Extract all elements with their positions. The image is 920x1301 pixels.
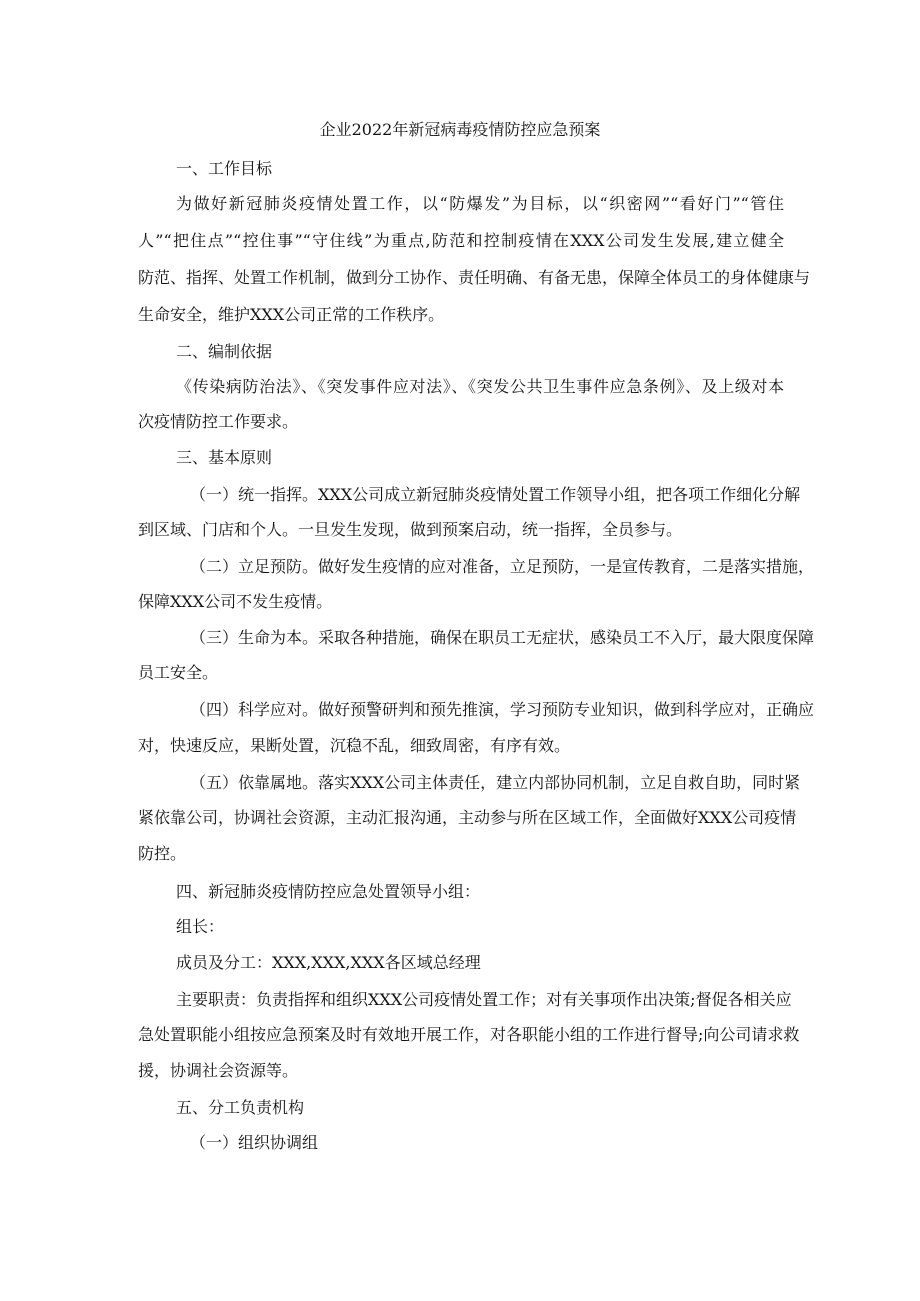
paragraph-line: 对，快速反应，果断处置，沉稳不乱，细致周密，有序有效。 — [138, 736, 571, 755]
paragraph-line: 主要职责：负责指挥和组织XXX公司疫情处置工作；对有关事项作出决策;督促各相关应 — [176, 990, 792, 1009]
paragraph-line: 防范、指挥、处置工作机制，做到分工协作、责任明确、有备无患，保障全体员工的身体健康与 — [138, 268, 811, 287]
paragraph-line: 员工安全。 — [138, 663, 219, 682]
heading-basis: 二、编制依据 — [176, 342, 273, 361]
subheading-coordination-group: （一）组织协调组 — [190, 1133, 319, 1152]
paragraph-line: 人”“把住点”“控住事”“守住线”为重点,防范和控制疫情在XXX公司发生发展,建立健全 — [138, 231, 784, 250]
paragraph-line: 生命安全，维护XXX公司正常的工作秩序。 — [138, 305, 445, 324]
paragraph-line: 保障XXX公司不发生疫情。 — [138, 592, 333, 611]
paragraph-line: 防控。 — [138, 844, 187, 863]
heading-principles: 三、基本原则 — [176, 448, 273, 467]
heading-division-of-labor: 五、分工负责机构 — [176, 1098, 305, 1117]
paragraph-line: （三）生命为本。采取各种措施，确保在职员工无症状，感染员工不入厅，最大限度保障 — [190, 628, 815, 647]
heading-work-goal: 一、工作目标 — [176, 159, 273, 178]
paragraph-line: 援，协调社会资源等。 — [138, 1061, 299, 1080]
paragraph-line: （二）立足预防。做好发生疫情的应对准备，立足预防，一是宣传教育，二是落实措施， — [190, 557, 815, 576]
paragraph-line: 到区域、门店和个人。一旦发生发现，做到预案启动，统一指挥，全员参与。 — [138, 520, 683, 539]
paragraph-line: （四）科学应对。做好预警研判和预先推演，学习预防专业知识，做到科学应对，正确应 — [190, 700, 815, 719]
heading-leadership-group: 四、新冠肺炎疫情防控应急处置领导小组： — [176, 882, 481, 901]
group-leader-line: 组长： — [176, 917, 225, 936]
paragraph-line: 《传染病防治法》、《突发事件应对法》、《突发公共卫生事件应急条例》、及上级对本 — [176, 377, 784, 396]
paragraph-line: 为做好新冠肺炎疫情处置工作，以“防爆发”为目标，以“织密网”“看好门”“管住 — [176, 194, 784, 213]
document-title: 企业2022年新冠病毒疫情防控应急预案 — [319, 120, 601, 139]
members-line: 成员及分工：XXX,XXX,XXX各区域总经理 — [176, 953, 481, 972]
paragraph-line: 次疫情防控工作要求。 — [138, 412, 299, 431]
paragraph-line: （一）统一指挥。XXX公司成立新冠肺炎疫情处置工作领导小组，把各项工作细化分解 — [190, 485, 801, 504]
paragraph-line: （五）依靠属地。落实XXX公司主体责任，建立内部协同机制，立足自救自助，同时紧 — [190, 773, 801, 792]
paragraph-line: 紧依靠公司，协调社会资源，主动汇报沟通，主动参与所在区域工作，全面做好XXX公司疫情 — [138, 808, 797, 827]
paragraph-line: 急处置职能小组按应急预案及时有效地开展工作，对各职能小组的工作进行督导;向公司请求救 — [138, 1025, 800, 1044]
